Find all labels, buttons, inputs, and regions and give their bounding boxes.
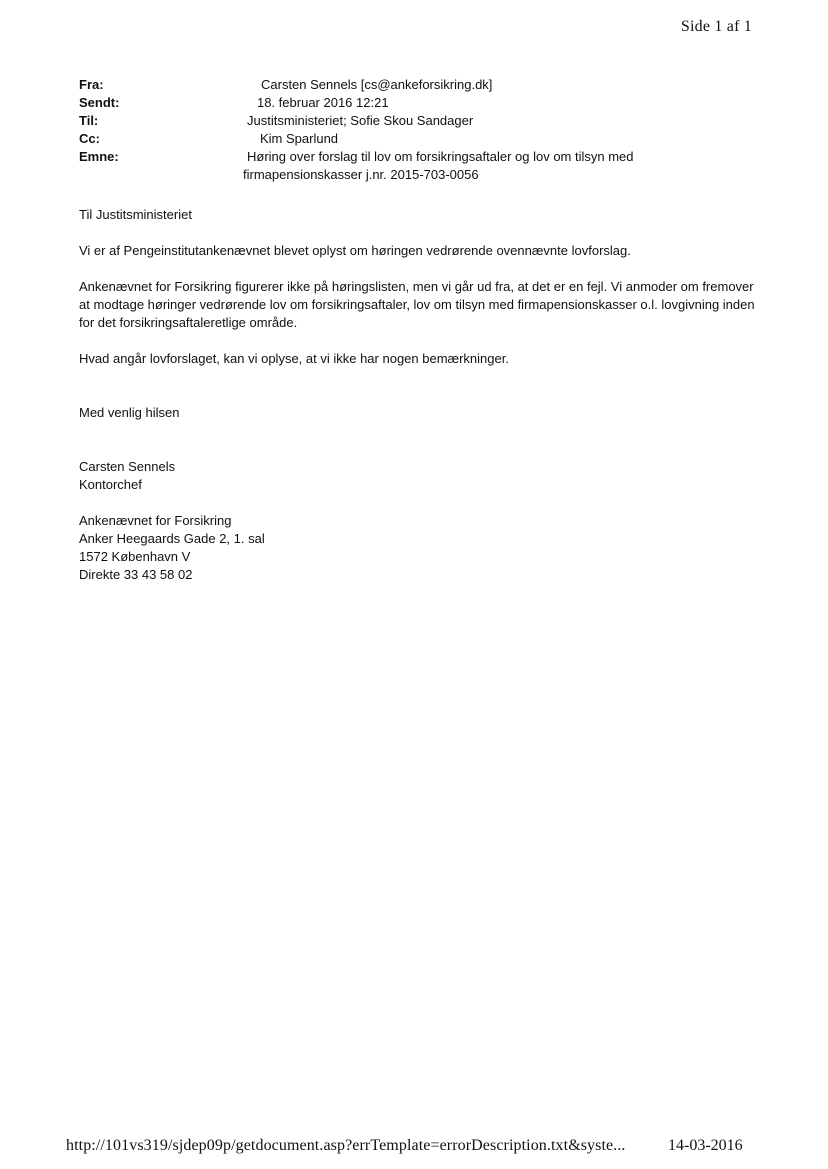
organization-city: 1572 København V [79, 549, 191, 564]
cc-value: Kim Sparlund [260, 131, 339, 146]
subject-line-2: firmapensionskasser j.nr. 2015-703-0056 [243, 167, 479, 182]
closing: Med venlig hilsen [79, 405, 180, 420]
header-row-subject [79, 148, 759, 184]
organization-phone: Direkte 33 43 58 02 [79, 567, 193, 582]
page-number: Side 1 af 1 [680, 18, 752, 35]
organization-name: Ankenævnet for Forsikring [79, 513, 232, 528]
greeting: Til Justitsministeriet [79, 207, 192, 222]
signature-title: Kontorchef [79, 477, 142, 492]
to-value: Justitsministeriet; Sofie Skou Sandager [247, 113, 474, 128]
paragraph-3: Hvad angår lovforslaget, kan vi oplyse, at vi ikke har nogen bemærkninger. [79, 351, 509, 366]
sent-label: Sendt: [79, 95, 120, 110]
header-row-cc [79, 130, 759, 148]
cc-label: Cc: [79, 131, 100, 146]
subject-label: Emne: [79, 149, 119, 164]
organization-block [79, 512, 759, 584]
header-row-to [79, 112, 759, 130]
subject-value [243, 148, 759, 184]
from-label: Fra: [79, 77, 104, 92]
signature-block [79, 458, 759, 494]
subject-line-1: Høring over forslag til lov om forsikringsaftaler og lov om tilsyn med [247, 149, 634, 164]
header-row-from [79, 76, 759, 94]
signature-name: Carsten Sennels [79, 459, 176, 474]
header-row-sent [79, 94, 759, 112]
email-header [79, 76, 759, 184]
organization-address: Anker Heegaards Gade 2, 1. sal [79, 531, 265, 546]
footer-url: http://101vs319/sjdep09p/getdocument.asp?errTemplate=errorDescription.txt&syste... [66, 1137, 626, 1154]
to-label: Til: [79, 113, 99, 128]
paragraph-2: Ankenævnet for Forsikring figurerer ikke på høringslisten, men vi går ud fra, at det er en fejl. Vi anmoder om fremover at modtage høringer vedrørende lov om forsikringsaftaler, lov om tilsyn med firmapensionskasser o.l. lovgivning inden for det forsikringsaftaleretlige område. [79, 279, 755, 330]
paragraph-1: Vi er af Pengeinstitutankenævnet blevet oplyst om høringen vedrørende ovennævnte lovforslag. [79, 243, 631, 258]
sent-value: 18. februar 2016 12:21 [257, 95, 389, 110]
from-value: Carsten Sennels [cs@ankeforsikring.dk] [261, 77, 493, 92]
email-body [79, 206, 759, 584]
footer-date: 14-03-2016 [668, 1137, 743, 1154]
